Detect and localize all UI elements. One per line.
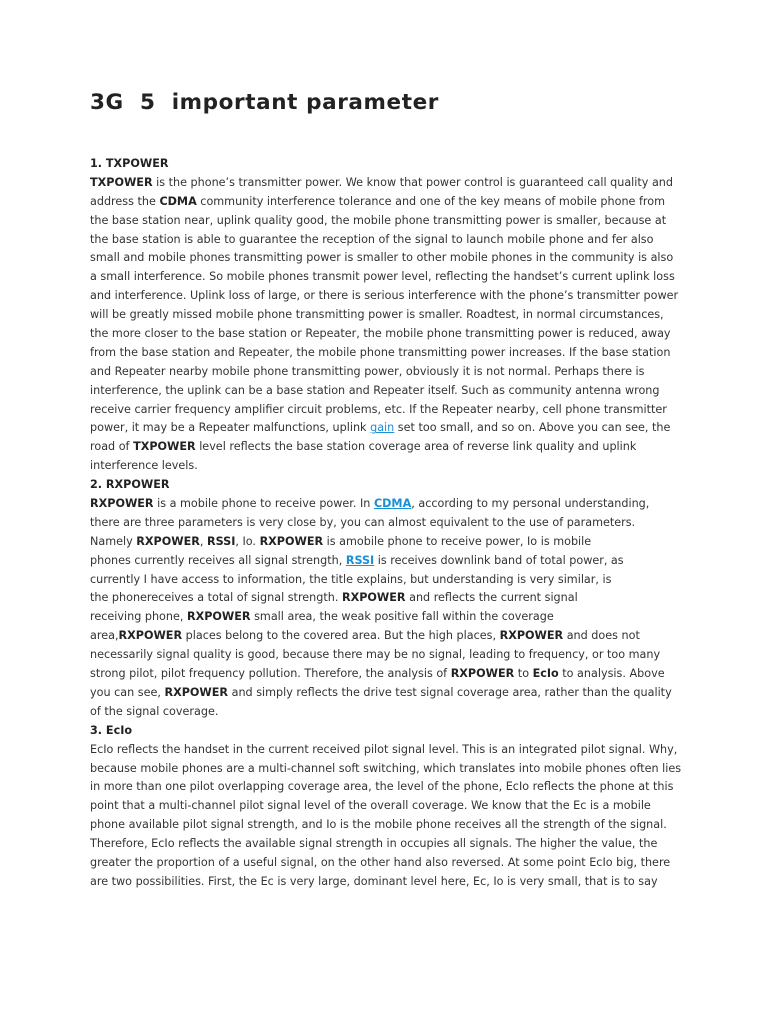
section-heading <box>90 476 690 495</box>
paragraph-line <box>90 419 690 438</box>
bold-term: EcIo <box>532 667 559 681</box>
text-run: are two possibilities. First, the Ec is very large, dominant level here, Ec, Io is very small, that is to say <box>90 874 658 888</box>
paragraph-line <box>90 382 690 401</box>
paragraph-line <box>90 344 690 363</box>
paragraph-line <box>90 835 690 854</box>
text-run: the phonereceives a total of signal strength. <box>90 591 342 605</box>
text-run: community interference tolerance and one of the key means of mobile phone from <box>196 194 666 208</box>
paragraph-line <box>90 363 690 382</box>
bold-term: RXPOWER <box>90 497 154 511</box>
text-run: is a mobile phone to receive power. In <box>153 497 374 511</box>
paragraph-line <box>90 571 690 590</box>
document-body <box>90 155 690 892</box>
paragraph-line <box>90 514 690 533</box>
text-run: road of <box>90 440 134 454</box>
text-run: and simply reflects the drive test signal coverage area, rather than the quality <box>228 685 672 699</box>
paragraph-line <box>90 231 690 250</box>
text-run: is amobile phone to receive power, Io is mobile <box>323 534 592 548</box>
bold-term: RXPOWER <box>341 591 406 605</box>
paragraph-line <box>90 778 690 797</box>
text-run: and interference. Uplink loss of large, or there is serious interference with the phone’s transmitter power <box>90 289 679 303</box>
paragraph-line <box>90 646 690 665</box>
text-run: receive carrier frequency amplifier circuit problems, etc. If the Repeater nearby, cell phone transmitter <box>90 402 667 416</box>
bold-term: RXPOWER <box>499 629 564 643</box>
text-run: necessarily signal quality is good, because there may be no signal, leading to frequency, or too many <box>90 648 661 662</box>
text-run: greater the proportion of a useful signal, on the other hand also reversed. At some point EcIo big, there <box>90 855 671 869</box>
text-run: strong pilot, pilot frequency pollution. Therefore, the analysis of <box>90 667 451 681</box>
paragraph-line <box>90 665 690 684</box>
paragraph-line <box>90 627 690 646</box>
text-run: places belong to the covered area. But the high places, <box>182 629 500 643</box>
heading-text: 3. EcIo <box>90 723 133 737</box>
text-run: , according to my personal understanding, <box>411 497 650 511</box>
text-run: power, it may be a Repeater malfunctions, uplink <box>90 421 371 435</box>
paragraph-line <box>90 325 690 344</box>
text-run: level reflects the base station coverage area of reverse link quality and uplink <box>195 440 637 454</box>
paragraph-line <box>90 797 690 816</box>
text-run: phones currently receives all signal strength, <box>90 553 346 567</box>
bold-term: RXPOWER <box>450 667 515 681</box>
text-run: interference, the uplink can be a base station and Repeater itself. Such as community antenna wrong <box>90 383 660 397</box>
text-run: and reflects the current signal <box>405 591 578 605</box>
text-run: and does not <box>563 629 640 643</box>
paragraph-line <box>90 174 690 193</box>
inline-link[interactable]: gain <box>370 421 395 435</box>
text-run: the base station is able to guarantee the reception of the signal to launch mobile phone and fer also <box>90 232 654 246</box>
text-run: to <box>514 667 533 681</box>
paragraph-line <box>90 608 690 627</box>
text-run: small and mobile phones transmitting power is smaller to other mobile phones in the community is also <box>90 251 674 265</box>
text-run: will be greatly missed mobile phone transmitting power is smaller. Roadtest, in normal circumstances, <box>90 308 664 322</box>
text-run: currently I have access to information, the title explains, but understanding is very similar, is <box>90 572 612 586</box>
bold-term: RXPOWER <box>186 610 251 624</box>
section-heading <box>90 155 690 174</box>
text-run: set too small, and so on. Above you can see, the <box>394 421 671 435</box>
text-run: Namely <box>90 534 137 548</box>
paragraph-line <box>90 457 690 476</box>
text-run: because mobile phones are a multi-channel soft switching, which translates into mobile phones often lies <box>90 761 682 775</box>
bold-term: RXPOWER <box>259 534 324 548</box>
paragraph-line <box>90 401 690 420</box>
paragraph-line <box>90 741 690 760</box>
text-run: from the base station and Repeater, the mobile phone transmitting power increases. If the base station <box>90 345 671 359</box>
paragraph-line <box>90 552 690 571</box>
text-run: small area, the weak positive fall within the coverage <box>250 610 554 624</box>
paragraph-line <box>90 703 690 722</box>
paragraph-line <box>90 193 690 212</box>
text-run: the more closer to the base station or Repeater, the mobile phone transmitting power is reduced, away <box>90 327 671 341</box>
bold-term: TXPOWER <box>133 440 196 454</box>
text-run: , Io. <box>235 534 260 548</box>
paragraph-line <box>90 589 690 608</box>
bold-term: RXPOWER <box>118 629 183 643</box>
heading-text: 2. RXPOWER <box>90 478 170 492</box>
paragraph-line <box>90 268 690 287</box>
text-run: receiving phone, <box>90 610 187 624</box>
text-run: phone available pilot signal strength, and Io is the mobile phone receives all the strength of the signal. <box>90 818 667 832</box>
paragraph-line <box>90 854 690 873</box>
text-run: is the phone’s transmitter power. We know that power control is guaranteed call quality and <box>152 175 673 189</box>
text-run: you can see, <box>90 685 165 699</box>
text-run: is receives downlink band of total power, as <box>374 553 624 567</box>
text-run: the base station near, uplink quality good, the mobile phone transmitting power is smaller, because at <box>90 213 667 227</box>
page-title: 3G 5 important parameter <box>90 90 439 115</box>
paragraph-line <box>90 249 690 268</box>
paragraph-line <box>90 287 690 306</box>
paragraph-line <box>90 873 690 892</box>
text-run: area, <box>90 629 119 643</box>
paragraph-line <box>90 684 690 703</box>
bold-term: TXPOWER <box>90 175 153 189</box>
text-run: , <box>199 534 207 548</box>
bold-term: CDMA <box>159 194 197 208</box>
text-run: of the signal coverage. <box>90 704 219 718</box>
bold-term: RSSI <box>206 534 236 548</box>
paragraph-line <box>90 495 690 514</box>
text-run: in more than one pilot overlapping coverage area, the level of the phone, EcIo reflects the phone at this <box>90 780 674 794</box>
text-run: EcIo reflects the handset in the current received pilot signal level. This is an integrated pilot signal. Why, <box>90 742 678 756</box>
heading-text: 1. TXPOWER <box>90 157 169 170</box>
text-run: to analysis. Above <box>558 667 665 681</box>
text-run: point that a multi-channel pilot signal level of the overall coverage. We know that the Ec is a mobile <box>90 799 651 813</box>
paragraph-line <box>90 212 690 231</box>
inline-link[interactable]: CDMA <box>373 497 412 511</box>
bold-term: RXPOWER <box>164 685 229 699</box>
paragraph-line <box>90 816 690 835</box>
paragraph-line <box>90 438 690 457</box>
paragraph-line <box>90 760 690 779</box>
paragraph-line <box>90 306 690 325</box>
text-run: a small interference. So mobile phones transmit power level, reflecting the handset’s current uplink loss <box>90 270 675 284</box>
text-run: and Repeater nearby mobile phone transmitting power, obviously it is not normal. Perhaps there is <box>90 364 645 378</box>
text-run: address the <box>90 194 160 208</box>
text-run: there are three parameters is very close by, you can almost equivalent to the use of parameters. <box>90 515 636 529</box>
text-run: interference levels. <box>90 459 198 473</box>
section-heading <box>90 722 690 741</box>
paragraph-line <box>90 533 690 552</box>
text-run: Therefore, EcIo reflects the available signal strength in occupies all signals. The higher the value, the <box>90 837 658 851</box>
inline-link[interactable]: RSSI <box>345 553 375 567</box>
bold-term: RXPOWER <box>136 534 200 548</box>
